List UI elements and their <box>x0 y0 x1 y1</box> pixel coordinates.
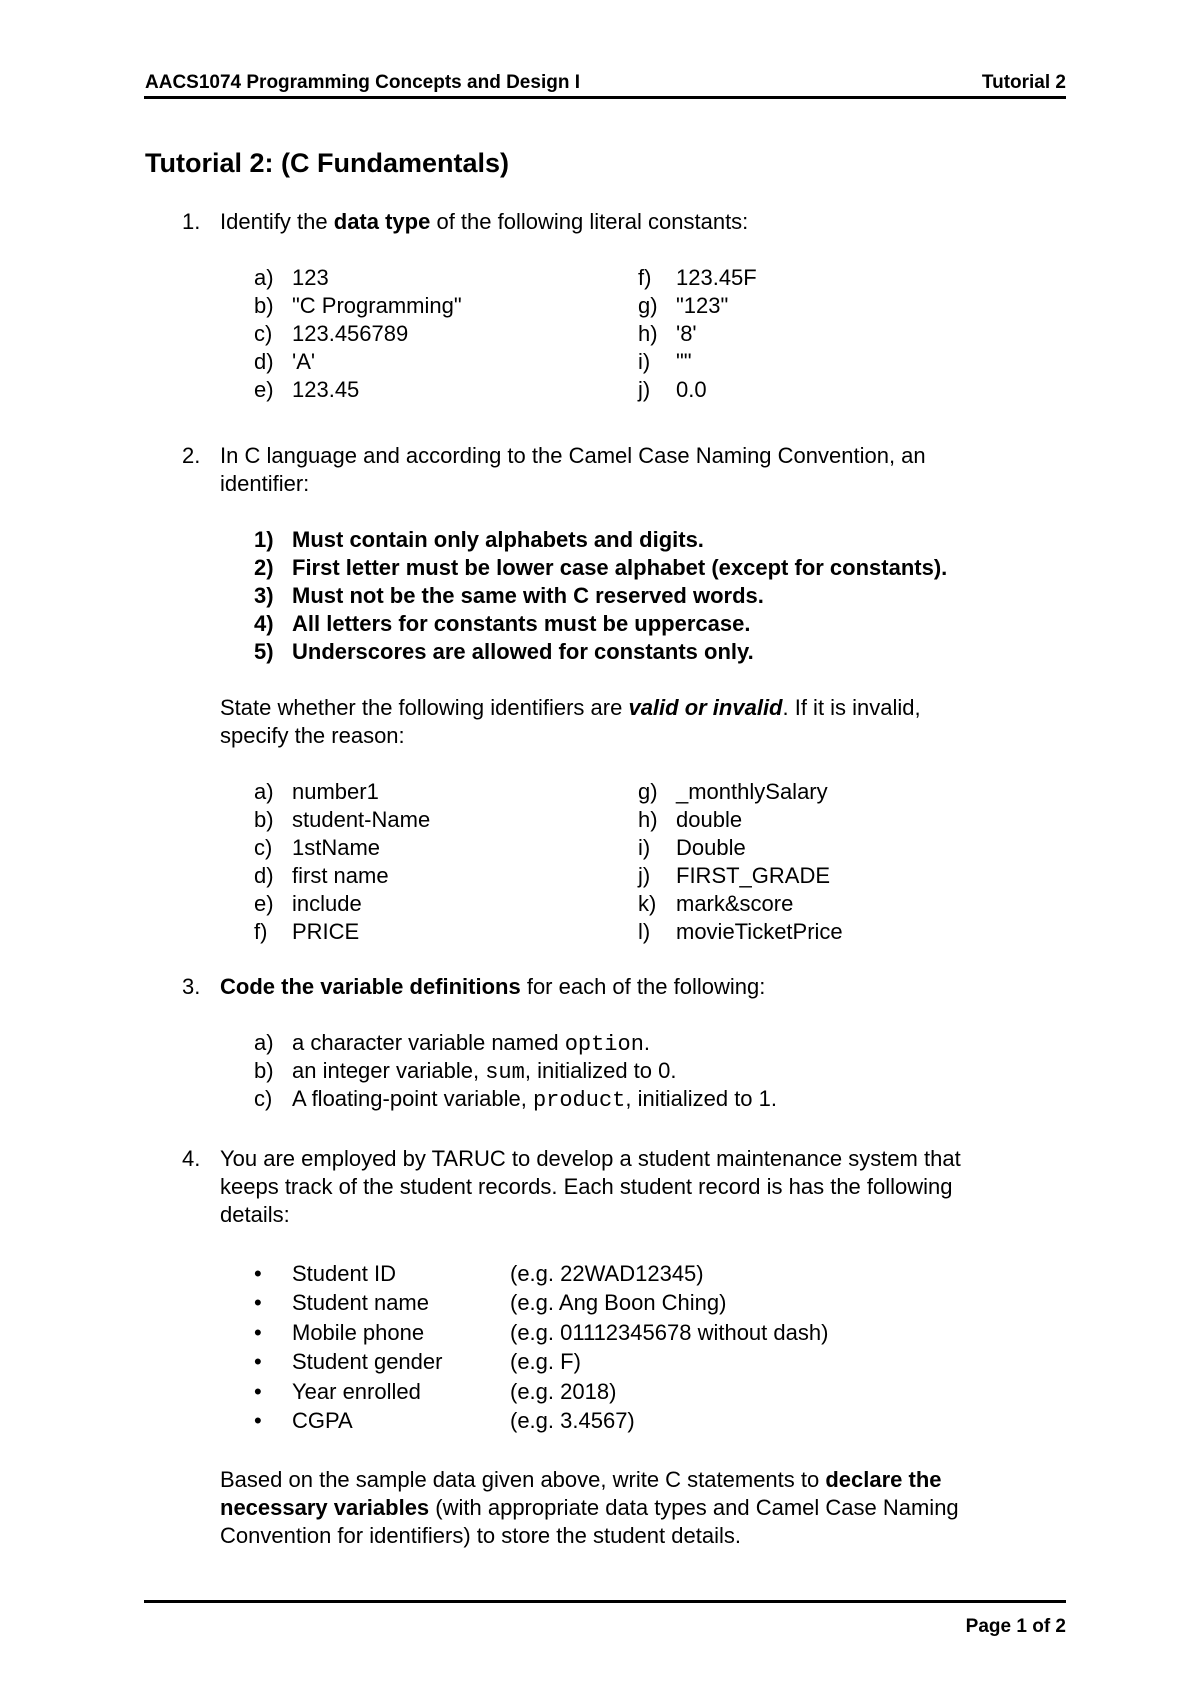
q4-final-line3: Convention for identifiers) to store the student details. <box>220 1523 741 1548</box>
list-value: FIRST_GRADE <box>676 863 831 888</box>
list-value: double <box>676 807 743 832</box>
list-value: 123 <box>292 265 329 290</box>
list-value: 123.45F <box>676 265 757 290</box>
list-value: student-Name <box>292 807 431 832</box>
list-label: d) <box>254 349 274 374</box>
code-identifier: option <box>564 1032 644 1057</box>
rule-label: 1) <box>254 527 274 552</box>
list-value: "123" <box>676 293 729 318</box>
list-label: k) <box>638 891 657 916</box>
rule-text: Must contain only alphabets and digits. <box>292 527 704 552</box>
rule-text: First letter must be lower case alphabet (except for constants). <box>292 555 948 580</box>
item-text: . <box>643 1030 651 1055</box>
list-label: e) <box>254 377 274 402</box>
list-label: d) <box>254 863 274 888</box>
q4-line1: You are employed by TARUC to develop a student maintenance system that <box>220 1146 961 1171</box>
field-example: (e.g. 22WAD12345) <box>510 1261 704 1286</box>
list-value: _monthlySalary <box>676 779 828 804</box>
q2-state-pre: State whether the following identifiers are <box>220 695 629 720</box>
q3-prompt <box>220 973 765 1001</box>
item-text: A floating-point variable, <box>292 1086 533 1111</box>
list-value: 123.456789 <box>292 321 409 346</box>
header-tutorial: Tutorial 2 <box>981 72 1066 93</box>
bullet: • <box>254 1349 262 1374</box>
page-number: Page 1 of 2 <box>965 1616 1066 1637</box>
rule-text: Underscores are allowed for constants only. <box>292 639 754 664</box>
field-example: (e.g. 3.4567) <box>510 1408 635 1433</box>
list-label: b) <box>254 1058 274 1083</box>
bullet: • <box>254 1320 262 1345</box>
list-value: '8' <box>676 321 697 346</box>
list-value: PRICE <box>292 919 360 944</box>
q2-state-line1 <box>220 694 921 722</box>
field-name: Student ID <box>292 1261 396 1286</box>
q1-prompt-post: of the following literal constants: <box>430 209 749 234</box>
list-label: f) <box>638 265 652 290</box>
footer-rule <box>144 1600 1066 1603</box>
q3-number: 3. <box>182 974 201 999</box>
bullet: • <box>254 1290 262 1315</box>
field-example: (e.g. Ang Boon Ching) <box>510 1290 727 1315</box>
q1-number: 1. <box>182 209 201 234</box>
q4-final-post: (with appropriate data types and Camel Case Naming <box>429 1495 959 1520</box>
q4-final-line1 <box>220 1466 942 1494</box>
field-name: Year enrolled <box>292 1379 421 1404</box>
list-value: mark&score <box>676 891 794 916</box>
bullet: • <box>254 1379 262 1404</box>
rule-text: Must not be the same with C reserved words. <box>292 583 764 608</box>
list-label: g) <box>638 293 658 318</box>
q2-state-line2: specify the reason: <box>220 723 405 748</box>
list-label: e) <box>254 891 274 916</box>
q4-number: 4. <box>182 1146 201 1171</box>
list-value: 'A' <box>292 349 316 374</box>
list-label: j) <box>638 377 651 402</box>
item-text: , initialized to 1. <box>625 1086 777 1111</box>
field-name: Mobile phone <box>292 1320 425 1345</box>
list-label: a) <box>254 1030 274 1055</box>
q1-prompt-pre: Identify the <box>220 209 334 234</box>
field-name: Student name <box>292 1290 429 1315</box>
list-label: a) <box>254 265 274 290</box>
header-course: AACS1074 Programming Concepts and Design I <box>145 72 580 93</box>
q3-prompt-bold: Code the variable definitions <box>220 974 521 999</box>
list-label: b) <box>254 807 274 832</box>
q4-final-bold: declare the <box>825 1467 942 1492</box>
rule-text: All letters for constants must be uppercase. <box>292 611 751 636</box>
list-label: l) <box>638 919 651 944</box>
header-rule <box>144 96 1066 99</box>
q4-final-bold: necessary variables <box>220 1495 430 1520</box>
list-label: j) <box>638 863 651 888</box>
rule-label: 5) <box>254 639 274 664</box>
field-name: CGPA <box>292 1408 353 1433</box>
q1-prompt-bold: data type <box>333 209 431 234</box>
q1-prompt <box>220 208 748 236</box>
q2-prompt-line2: identifier: <box>220 471 310 496</box>
list-value: 1stName <box>292 835 381 860</box>
q2-state-bold: valid or invalid <box>628 695 783 720</box>
q4-final-line2 <box>220 1494 959 1522</box>
list-value: first name <box>292 863 389 888</box>
q2-number: 2. <box>182 443 201 468</box>
q3-prompt-post: for each of the following: <box>520 974 766 999</box>
q2-state-post: . If it is invalid, <box>782 695 921 720</box>
field-example: (e.g. F) <box>510 1349 581 1374</box>
list-label: a) <box>254 779 274 804</box>
list-label: f) <box>254 919 268 944</box>
q4-line2: keeps track of the student records. Each student record is has the following <box>220 1174 953 1199</box>
page-title: Tutorial 2: (C Fundamentals) <box>145 148 510 178</box>
bullet: • <box>254 1261 262 1286</box>
item-text: , initialized to 0. <box>524 1058 677 1083</box>
list-value: include <box>292 891 362 916</box>
rule-label: 2) <box>254 555 274 580</box>
code-identifier: sum <box>485 1060 525 1085</box>
list-item <box>292 1057 676 1087</box>
list-label: g) <box>638 779 658 804</box>
list-label: h) <box>638 321 658 346</box>
list-value: number1 <box>292 779 379 804</box>
code-identifier: product <box>532 1088 626 1113</box>
list-value: Double <box>676 835 746 860</box>
list-value: movieTicketPrice <box>676 919 843 944</box>
list-value: 123.45 <box>292 377 360 402</box>
bullet: • <box>254 1408 262 1433</box>
list-label: i) <box>638 835 651 860</box>
list-label: c) <box>254 321 273 346</box>
item-text: a character variable named <box>292 1030 565 1055</box>
field-example: (e.g. 01112345678 without dash) <box>510 1320 829 1345</box>
q2-prompt-line1: In C language and according to the Camel Case Naming Convention, an <box>220 443 926 468</box>
list-label: c) <box>254 835 273 860</box>
field-example: (e.g. 2018) <box>510 1379 617 1404</box>
rule-label: 4) <box>254 611 274 636</box>
list-label: h) <box>638 807 658 832</box>
rule-label: 3) <box>254 583 274 608</box>
item-text: an integer variable, <box>292 1058 486 1083</box>
list-value: 0.0 <box>676 377 707 402</box>
list-value: "" <box>676 349 692 374</box>
list-label: b) <box>254 293 274 318</box>
list-item <box>292 1029 650 1059</box>
list-item <box>292 1085 777 1115</box>
list-label: i) <box>638 349 651 374</box>
list-value: "C Programming" <box>292 293 462 318</box>
list-label: c) <box>254 1086 273 1111</box>
q4-line3: details: <box>220 1202 290 1227</box>
field-name: Student gender <box>292 1349 443 1374</box>
q4-final-pre: Based on the sample data given above, write C statements to <box>220 1467 826 1492</box>
